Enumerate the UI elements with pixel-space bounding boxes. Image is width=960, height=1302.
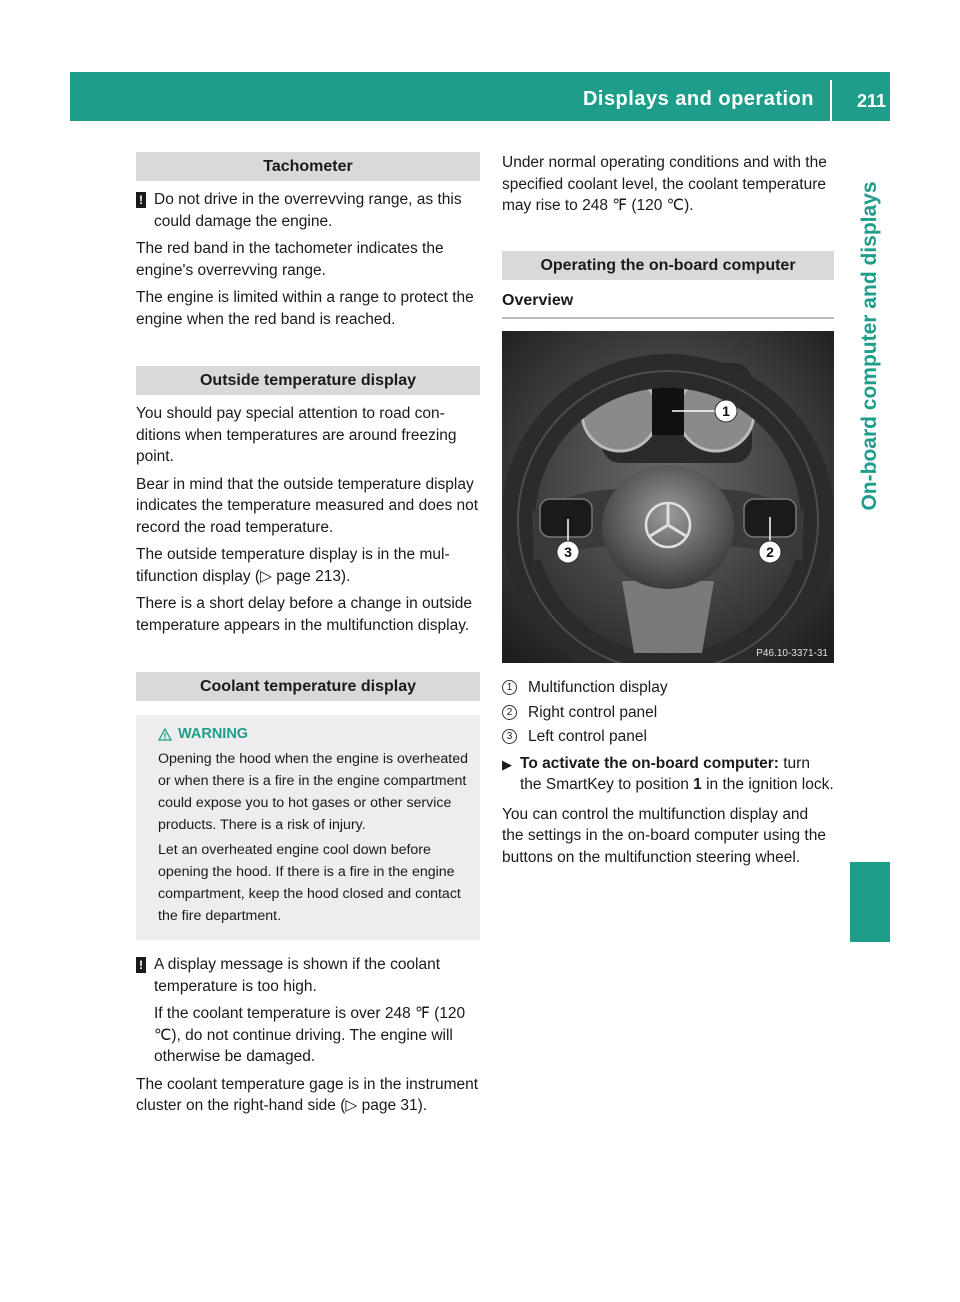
exclamation-icon: ! bbox=[136, 192, 146, 208]
warning-text: Let an overheated engine cool down before opening the hood. If there is a fire in the engine compartment, keep the hood closed and contact the fire department. bbox=[158, 842, 461, 924]
section-heading-coolant-temperature: Coolant temperature display bbox=[136, 672, 480, 701]
paragraph: There is a short delay before a change in outside temperature appears in the multifunction display. bbox=[136, 595, 473, 634]
warning-text: Opening the hood when the engine is overheated or when there is a fire in the engine compartment could expose you to hot gases or other service products. There is a risk of injury. bbox=[158, 751, 468, 833]
callout-number: 1 bbox=[502, 680, 517, 695]
paragraph: Under normal operating conditions and with the specified coolant level, the coolant temperature may rise to 248 ℉ (120 ℃). bbox=[502, 154, 827, 214]
steering-wheel-figure bbox=[502, 331, 834, 663]
warning-triangle-icon bbox=[158, 728, 172, 741]
section-heading-tachometer: Tachometer bbox=[136, 152, 480, 181]
left-column bbox=[136, 152, 480, 1123]
list-item: 2 Right control panel bbox=[502, 702, 834, 724]
warning-title: WARNING bbox=[158, 723, 470, 745]
section-heading-on-board-computer: Operating the on-board computer bbox=[502, 251, 834, 280]
callout-3 bbox=[557, 541, 579, 563]
notice-continuation: If the coolant temperature is over 248 ℉ (120 ℃), do not continue driving. The engine will otherwise be damaged. bbox=[154, 1005, 466, 1065]
action-step: ▶ To activate the on-board computer: turn the SmartKey to position 1 in the ignition lock. bbox=[502, 754, 834, 793]
chapter-title: Displays and operation bbox=[582, 88, 814, 110]
section-heading-outside-temperature: Outside temperature display bbox=[136, 366, 480, 395]
notice-coolant: ! A display message is shown if the coolant temperature is too high. bbox=[136, 954, 480, 997]
paragraph: You can control the multifunction display and the settings in the on-board computer using the buttons on the multifunction steering wheel. bbox=[502, 805, 826, 866]
callout-2 bbox=[759, 541, 781, 563]
header-divider bbox=[830, 80, 832, 121]
arrow-right-icon: ▶ bbox=[502, 756, 512, 772]
callout-number: 2 bbox=[502, 705, 517, 720]
paragraph: The coolant temperature gage is in the instrument cluster on the right-hand side (▷ page 31). bbox=[136, 1075, 479, 1114]
exclamation-icon: ! bbox=[136, 957, 146, 973]
subheading-overview: Overview bbox=[502, 290, 834, 320]
side-marker bbox=[850, 862, 890, 942]
paragraph: You should pay special attention to road conditions when temperatures are around freezing point. bbox=[136, 405, 457, 465]
side-tab-label: On-board computer and displays bbox=[858, 181, 881, 511]
list-item: 3 Left control panel bbox=[502, 726, 834, 748]
svg-text:2: 2 bbox=[766, 544, 774, 560]
notice-tachometer: ! Do not drive in the overrevving range, as this could damage the engine. bbox=[136, 189, 480, 232]
paragraph: Bear in mind that the outside temperature display indicates the temperature measured and does not record the road temperature. bbox=[136, 475, 479, 536]
right-column bbox=[502, 152, 834, 874]
page-number: 211 bbox=[856, 91, 886, 111]
svg-text:3: 3 bbox=[564, 544, 572, 560]
callout-number: 3 bbox=[502, 729, 517, 744]
paragraph: The red band in the tachometer indicates the engine's overrevving range. bbox=[136, 240, 444, 279]
list-item: 1 Multifunction display bbox=[502, 677, 834, 699]
callout-1 bbox=[715, 400, 737, 422]
warning-box bbox=[136, 715, 480, 940]
header-bar bbox=[70, 72, 890, 121]
paragraph: The engine is limited within a range to protect the engine when the red band is reached. bbox=[136, 289, 474, 328]
svg-text:1: 1 bbox=[722, 403, 730, 419]
paragraph: The outside temperature display is in the multifunction display (▷ page 213). bbox=[136, 546, 450, 585]
figure-code: P46.10-3371-31 bbox=[756, 648, 828, 659]
side-tab bbox=[850, 121, 890, 581]
